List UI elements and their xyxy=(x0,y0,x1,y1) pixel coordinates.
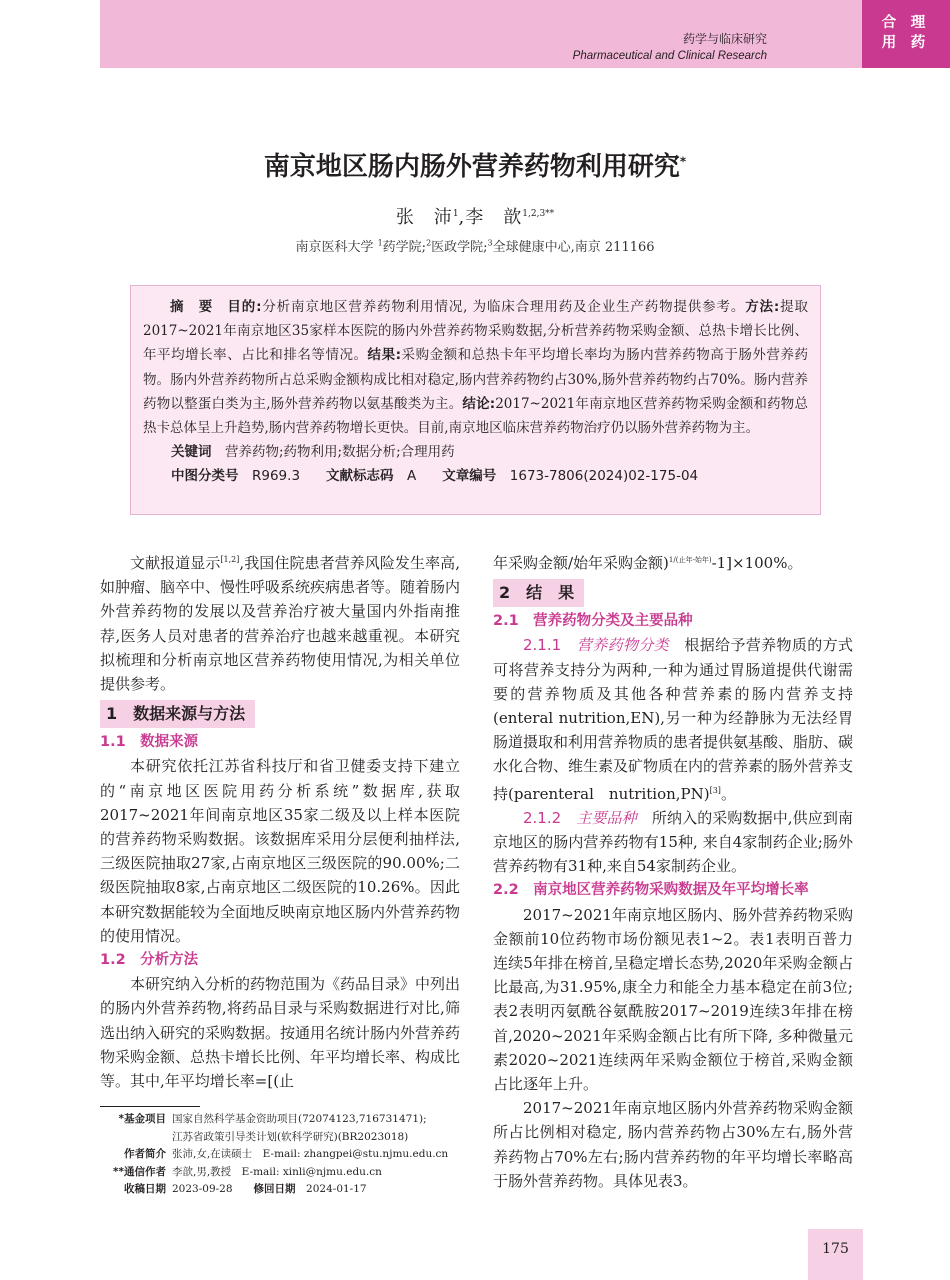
author-affil-mark: 1,2,3** xyxy=(522,209,555,219)
section-tag-char: 药 xyxy=(910,35,926,51)
footnote-funding xyxy=(100,1111,470,1129)
clc-value: R969.3 xyxy=(252,468,301,485)
footnote-text: 江苏省政策引导类计划(软科学研究)(BR2023018) xyxy=(172,1130,409,1143)
paragraph: 本研究纳入分析的药物范围为《药品目录》中列出的肠内外营养药物,将药品目录与采购数据进行对比,筛选出纳入研究的采购数据。按通用名统计肠内外营养药物采购金额、总热卡增长比例、年平均增长率、构成比等。其中,年平均增长率=[(止 xyxy=(100,975,461,1091)
journal-name-cn: 药学与临床研究 xyxy=(682,32,767,46)
footnote-corresponding xyxy=(100,1164,470,1182)
footnote-divider xyxy=(100,1106,200,1107)
footnote-text xyxy=(166,1181,367,1199)
subsubsection-number: 2.1.2 xyxy=(523,808,562,827)
revised-label: 修回日期 xyxy=(253,1183,296,1195)
article-no-label: 文章编号 xyxy=(442,468,497,485)
affiliation-dept: 药学院; xyxy=(382,240,427,255)
abstract-label: 摘 要 xyxy=(170,299,228,315)
formula-line xyxy=(493,548,853,575)
footnote-label: **通信作者 xyxy=(113,1165,166,1178)
clc-label: 中图分类号 xyxy=(171,468,239,485)
paragraph-text: 。 xyxy=(720,784,736,803)
section-heading: 1 数据来源与方法 xyxy=(100,700,255,728)
article-title xyxy=(0,146,950,183)
author-name: 张 沛 xyxy=(395,207,453,228)
footnote-label: *基金项目 xyxy=(118,1113,166,1125)
section-tag-char: 用 xyxy=(881,35,897,51)
conclusion-text: 2017~2021年南京地区营养药物采购金额和药物总热卡总体呈上升趋势,肠内营养药物增长更快。目前,南京地区临床营养药物治疗仍以肠外营养药物为主。 xyxy=(143,395,808,437)
subsection-heading: 1.2 分析方法 xyxy=(100,952,199,969)
footnote-label: 作者简介 xyxy=(124,1148,166,1160)
conclusion-label: 结论: xyxy=(462,395,496,412)
section-tag-char: 合 xyxy=(881,15,897,31)
abstract-box xyxy=(130,285,821,515)
paragraph: 本研究依托江苏省科技厅和省卫健委支持下建立的“南京地区医院用药分析系统”数据库,获取2017~2021年间南京地区35家二级及以上样本医院的营养药物采购数据。该数据库采用分层便利抽样法,三级医院抽取27家,占南京地区三级医院的90.00%;二级医院抽取8家,占南京地区二级医院的10.26%。因此本研究数据能较为全面地反映南京地区肠内外营养药物的使用情况。 xyxy=(100,757,461,945)
keywords-label: 关键词 xyxy=(171,444,212,461)
journal-header xyxy=(573,30,767,64)
objective-label: 目的: xyxy=(227,299,262,315)
footnote-author xyxy=(100,1146,470,1164)
section-tag-char: 理 xyxy=(910,15,926,31)
paragraph-text: 所纳入的采购数据中,供应到南京地区的肠内营养药物有15种, 来自4家制药企业;肠外营养药物有31种,来自54家制药企业。 xyxy=(493,808,853,876)
journal-name-en: Pharmaceutical and Clinical Research xyxy=(572,50,767,62)
received-date: 2023-09-28 xyxy=(172,1183,233,1195)
header-band xyxy=(100,0,862,68)
formula-text: 年采购金额/始年采购金额) xyxy=(493,554,669,572)
doc-code-label: 文献标志码 xyxy=(326,468,394,485)
keywords-text: 营养药物;药物利用;数据分析;合理用药 xyxy=(225,444,455,461)
footnote-label: 收稿日期 xyxy=(124,1183,166,1195)
method-text: 提取2017~2021年南京地区35家样本医院的肠内外营养药物采购数据,分析营养药物采购金额、总热卡增长比例、年平均增长率、占比和排名等情况。 xyxy=(143,299,808,364)
body-column-left xyxy=(100,548,460,1093)
subsection-heading: 1.1 数据来源 xyxy=(100,734,199,751)
section-tag xyxy=(862,0,950,68)
intro-text: 文献报道显示 xyxy=(130,554,221,572)
subsubsection-number: 2.1.1 xyxy=(523,636,562,655)
affiliation-mark: 2 xyxy=(426,238,432,248)
affiliation-dept: 医政学院; xyxy=(431,240,488,255)
abstract-text xyxy=(143,295,808,440)
footnote-dates xyxy=(100,1181,470,1199)
citation: [3] xyxy=(709,785,721,795)
affiliation-dept: 全球健康中心,南京 211166 xyxy=(492,240,655,255)
formula-exponent: 1/(止年-始年) xyxy=(668,556,712,564)
method-label: 方法: xyxy=(745,299,780,315)
author-name: 李 歆 xyxy=(465,207,523,228)
footnote-text: 国家自然科学基金资助项目(72074123,716731471); xyxy=(172,1113,427,1125)
paragraph-text: 根据给予营养物质的方式可将营养支持分为两种,一种为通过胃肠道提供代谢需要的营养物质及其他各种营养素的肠内营养支持(enteral nutrition,EN),另一种为经静脉为无法经胃肠道摄取和利用营养物质的患者提供氨基酸、脂肪、碳水化合物、维生素及矿物质在内的营养素的肠外营养支持(parenteral nutrition,PN) xyxy=(493,636,854,803)
title-footnote-mark: * xyxy=(679,154,687,169)
article-no-value: 1673-7806(2024)02-175-04 xyxy=(509,468,699,485)
result-label: 结果: xyxy=(367,347,402,364)
doc-code-value: A xyxy=(407,468,417,485)
revised-date: 2024-01-17 xyxy=(306,1183,367,1195)
footnote-text: 张沛,女,在读硕士 E-mail: zhangpei@stu.njmu.edu.cn xyxy=(172,1148,449,1160)
footnotes xyxy=(100,1111,470,1199)
paragraph xyxy=(493,806,853,879)
affiliation xyxy=(0,236,950,255)
body-column-right xyxy=(493,548,853,1193)
page-number: 175 xyxy=(808,1229,863,1280)
affiliation-university: 南京医科大学 xyxy=(295,240,378,255)
subsection-heading: 2.2 南京地区营养药物采购数据及年平均增长率 xyxy=(493,882,809,899)
citation: [1,2] xyxy=(220,555,240,564)
affiliation-mark: 3 xyxy=(487,238,493,248)
footnote-funding-cont xyxy=(100,1129,470,1147)
subsection-heading: 2.1 营养药物分类及主要品种 xyxy=(493,613,693,630)
author-affil-mark: 1 xyxy=(452,209,459,219)
subsubsection-title: 主要品种 xyxy=(576,808,637,827)
section-heading: 2 结 果 xyxy=(493,579,584,607)
intro-paragraph xyxy=(100,548,460,696)
formula-text: -1]×100%。 xyxy=(711,554,803,572)
result-text: 采购金额和总热卡年平均增长率均为肠内营养药物高于肠外营养药物。肠内外营养药物所占总采购金额构成比相对稳定,肠内营养药物约占30%,肠外营养药物约占70%。肠内营养药物以整蛋白类为主,肠外营养药物以氨基酸类为主。 xyxy=(143,347,808,412)
paragraph xyxy=(493,633,853,805)
subsubsection-title: 营养药物分类 xyxy=(576,636,670,655)
paragraph: 2017~2021年南京地区肠内外营养药物采购金额所占比例相对稳定, 肠内营养药物占30%左右,肠外营养药物占70%左右;肠内营养药物的年平均增长率略高于肠外营养药物。具体见表3。 xyxy=(493,1099,853,1190)
paragraph: 2017~2021年南京地区肠内、肠外营养药物采购金额前10位药物市场份额见表1~2。表1表明百普力连续5年排在榜首,呈稳定增长态势,2020年采购金额占比最高,为31.95%,康全力和能全力基本稳定在前3位; 表2表明丙氨酰谷氨酰胺2017~2019连续3年排在榜首,2020~2021年采购金额占比有所下降, 多种微量元素2020~2021连续两年采购金额位于榜首,采购金额占比逐年上升。 xyxy=(493,905,853,1094)
classification-row xyxy=(143,464,808,488)
keywords-row xyxy=(143,440,808,464)
article-title-text: 南京地区肠内肠外营养药物利用研究 xyxy=(263,152,680,182)
objective-text: 分析南京地区营养药物利用情况, 为临床合理用药及企业生产药物提供参考。 xyxy=(261,299,746,315)
affiliation-mark: 1 xyxy=(377,238,383,248)
author-list xyxy=(0,203,950,229)
footnote-text: 李歆,男,教授 E-mail: xinli@njmu.edu.cn xyxy=(172,1165,382,1178)
intro-text: ,我国住院患者营养风险发生率高,如肿瘤、脑卒中、慢性呼吸系统疾病患者等。随着肠内外营养药物的发展以及营养治疗被大量国内外指南推荐,医务人员对患者的营养治疗也越来越重视。本研究拟梳理和分析南京地区营养药物使用情况,为相关单位提供参考。 xyxy=(100,554,461,694)
author-separator: , xyxy=(458,207,466,228)
